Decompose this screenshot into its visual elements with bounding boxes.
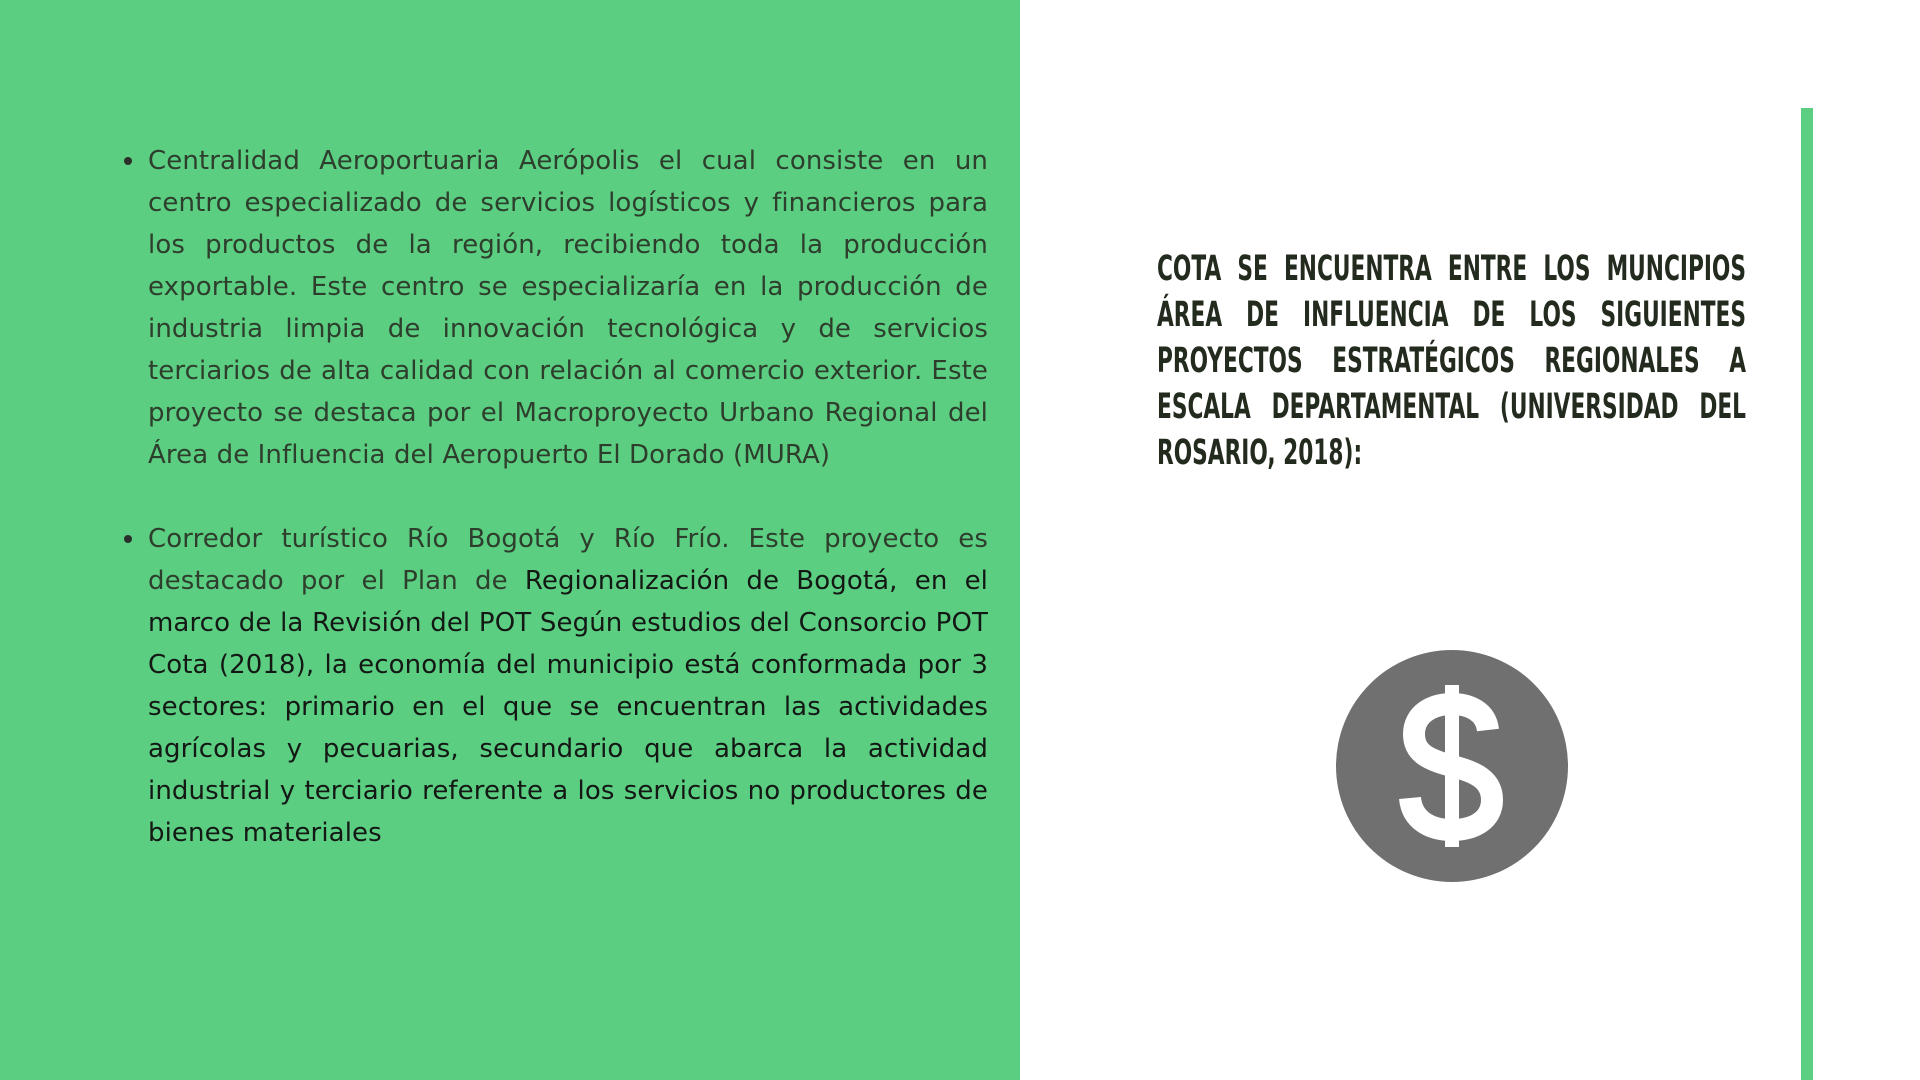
bullet-text-aeropolis: Centralidad Aeroportuaria Aerópolis el cual consiste en un centro especializado de servicios logísticos y financieros para los productos de la región, recibiendo toda la producción exportable. Este centro se especializaría en la producción de industria limpia de innovación tecnológica y de servicios terciarios de alta calidad con relación al comercio exterior. Este proyecto se destaca por el Macroproyecto Urbano Regional del Área de Influencia del Aeropuerto El Dorado (MURA) (148, 146, 988, 470)
right-accent-bar (1801, 108, 1813, 1080)
bullet-text-corredor-intro: Corredor turístico Río Bogotá y Río Frío. Este proyecto es destacado por el Plan de (148, 524, 988, 596)
slide-heading: COTA SE ENCUENTRA ENTRE LOS MUNCIPIOS ÁREA DE INFLUENCIA DE LOS SIGUIENTES PROYECTOS ESTRATÉGICOS REGIONALES A ESCALA DEPARTAMENTAL (UNIVERSIDAD DEL ROSARIO, 2018): (1157, 249, 1746, 473)
bullet-item-corredor (148, 518, 988, 854)
bullet-item-aeropolis (148, 140, 988, 476)
bullet-dot (124, 535, 132, 543)
bullet-text-corredor-economy: Regionalización de Bogotá, en el marco de la Revisión del POT Según estudios del Consorcio POT Cota (2018), la economía del municipio está conformada por 3 sectores: primario en el que se encuentran las actividades agrícolas y pecuarias, secundario que abarca la actividad industrial y terciario referente a los servicios no productores de bienes materiales (148, 566, 988, 848)
dollar-icon (1336, 650, 1568, 882)
bullet-dot (124, 157, 132, 165)
projects-bullet-list (120, 140, 988, 896)
